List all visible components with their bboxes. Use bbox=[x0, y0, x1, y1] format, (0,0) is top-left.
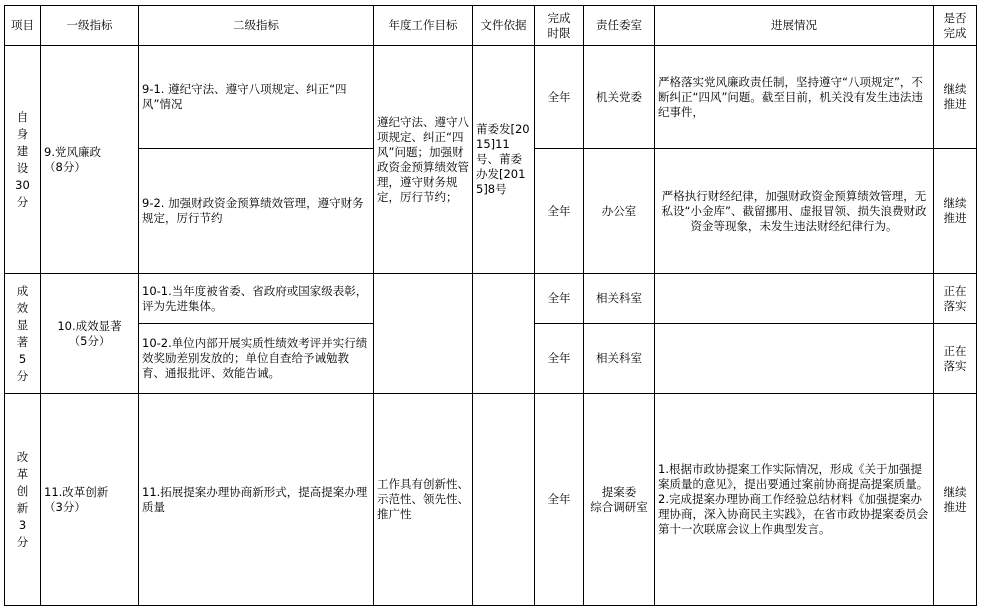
deadline-cell: 全年 bbox=[535, 274, 584, 324]
header-level1: 一级指标 bbox=[41, 6, 139, 46]
header-office: 责任委室 bbox=[584, 6, 655, 46]
work-target-table bbox=[4, 5, 977, 606]
office-cell: 相关科室 bbox=[584, 324, 655, 394]
done-cell: 正在 落实 bbox=[934, 274, 977, 324]
deadline-cell: 全年 bbox=[535, 394, 584, 606]
goal-cell: 遵纪守法、遵守八项规定、纠正“四风”问题；加强财政资金预算绩效管理，遵守财务规定，厉行节约； bbox=[374, 46, 473, 274]
level2-cell: 10-1.当年度被省委、省政府或国家级表彰，评为先进集体。 bbox=[139, 274, 374, 324]
level1-cell: 9.党风廉政 （8分） bbox=[41, 46, 139, 274]
deadline-cell: 全年 bbox=[535, 46, 584, 149]
project-cell: 改 革 创 新 3 分 bbox=[5, 394, 41, 606]
project-cell: 成 效 显 著 5 分 bbox=[5, 274, 41, 394]
header-goal: 年度工作目标 bbox=[374, 6, 473, 46]
done-cell: 继续 推进 bbox=[934, 394, 977, 606]
level1-cell: 10.成效显著 （5分） bbox=[41, 274, 139, 394]
basis-cell: 莆委发[2015]11号、莆委办发[2015]8号 bbox=[473, 46, 535, 274]
header-progress: 进展情况 bbox=[655, 6, 934, 46]
basis-cell bbox=[473, 394, 535, 606]
done-cell: 继续 推进 bbox=[934, 46, 977, 149]
progress-cell: 1.根据市政协提案工作实际情况，形成《关于加强提案质量的意见》，提出要通过案前协商提高提案质量。 2.完成提案办理协商工作经验总结材料《加强提案办理协商，深入协商民主实践》，在省市政协提案委员会第十一次联席会议上作典型发言。 bbox=[655, 394, 934, 606]
header-basis: 文件依据 bbox=[473, 6, 535, 46]
deadline-cell: 全年 bbox=[535, 149, 584, 274]
office-cell: 办公室 bbox=[584, 149, 655, 274]
done-cell: 正在 落实 bbox=[934, 324, 977, 394]
office-cell: 提案委 综合调研室 bbox=[584, 394, 655, 606]
header-done: 是否 完成 bbox=[934, 6, 977, 46]
level2-cell: 11.拓展提案办理协商新形式，提高提案办理质量 bbox=[139, 394, 374, 606]
progress-cell: 严格落实党风廉政责任制，坚持遵守“八项规定”，不断纠正“四风”问题。截至目前，机关没有发生违法违纪事件， bbox=[655, 46, 934, 149]
deadline-cell: 全年 bbox=[535, 324, 584, 394]
header-project: 项目 bbox=[5, 6, 41, 46]
header-row bbox=[5, 6, 977, 46]
office-cell: 机关党委 bbox=[584, 46, 655, 149]
header-deadline: 完成 时限 bbox=[535, 6, 584, 46]
project-cell: 自 身 建 设 30 分 bbox=[5, 46, 41, 274]
goal-cell bbox=[374, 274, 473, 394]
level2-cell: 9-1. 遵纪守法、遵守八项规定、纠正“四风”情况 bbox=[139, 46, 374, 149]
level2-cell: 9-2. 加强财政资金预算绩效管理，遵守财务规定，厉行节约 bbox=[139, 149, 374, 274]
header-level2: 二级指标 bbox=[139, 6, 374, 46]
progress-cell: 严格执行财经纪律，加强财政资金预算绩效管理，无私设“小金库”、截留挪用、虚报冒领、损失浪费财政资金等现象，未发生违法财经纪律行为。 bbox=[655, 149, 934, 274]
level2-cell: 10-2.单位内部开展实质性绩效考评并实行绩效奖励差别发放的；单位自查给予诫勉教育、通报批评、效能告诫。 bbox=[139, 324, 374, 394]
goal-cell: 工作具有创新性、示范性、领先性、推广性 bbox=[374, 394, 473, 606]
table-row bbox=[5, 46, 977, 149]
table-row bbox=[5, 274, 977, 324]
done-cell: 继续 推进 bbox=[934, 149, 977, 274]
office-cell: 相关科室 bbox=[584, 274, 655, 324]
basis-cell bbox=[473, 274, 535, 394]
progress-cell bbox=[655, 274, 934, 324]
progress-cell bbox=[655, 324, 934, 394]
level1-cell: 11.改革创新 （3分） bbox=[41, 394, 139, 606]
table-row bbox=[5, 394, 977, 606]
